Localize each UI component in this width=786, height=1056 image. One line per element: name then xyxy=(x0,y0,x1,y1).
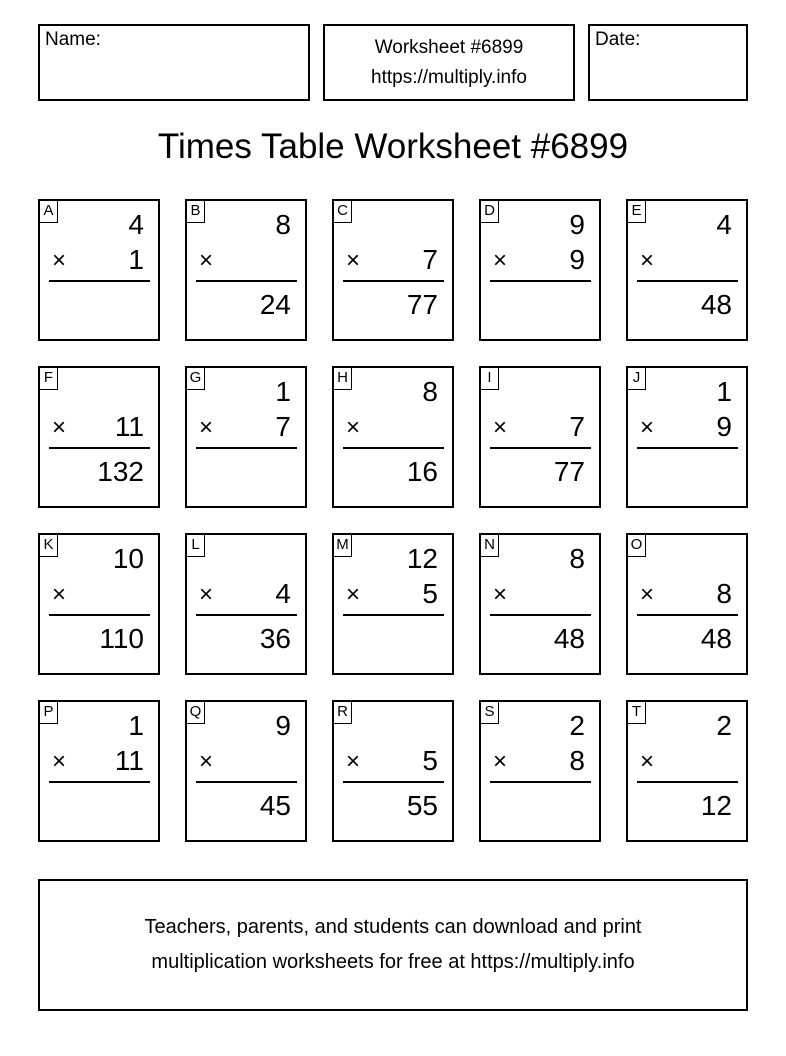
problem-letter: E xyxy=(628,201,646,223)
problem-card-j xyxy=(626,366,748,508)
first-factor: 1 xyxy=(275,376,291,407)
problem-card-h xyxy=(332,366,454,508)
problem-card-b xyxy=(185,199,307,341)
times-sign: × xyxy=(346,581,361,608)
problem-card-l xyxy=(185,533,307,675)
product: 45 xyxy=(259,790,291,821)
product: 132 xyxy=(97,456,144,487)
second-factor: 8 xyxy=(716,578,732,609)
footer-text-line-2: multiplication worksheets for free at https://multiply.info xyxy=(151,951,635,973)
answer-line xyxy=(490,614,591,616)
answer-line xyxy=(343,280,444,282)
problem-card-d xyxy=(479,199,601,341)
product: 55 xyxy=(406,790,438,821)
answer-line xyxy=(637,614,738,616)
product: 110 xyxy=(99,623,144,654)
answer-line xyxy=(49,280,150,282)
first-factor: 8 xyxy=(275,209,291,240)
problem-card-k xyxy=(38,533,160,675)
first-factor: 9 xyxy=(275,710,291,741)
times-sign: × xyxy=(52,414,67,441)
problem-card-s xyxy=(479,700,601,842)
answer-line xyxy=(196,781,297,783)
page-title: Times Table Worksheet #6899 xyxy=(157,127,629,166)
answer-line xyxy=(343,614,444,616)
product: 48 xyxy=(553,623,585,654)
problem-letter: R xyxy=(334,702,352,724)
answer-line xyxy=(49,781,150,783)
problem-card-e xyxy=(626,199,748,341)
answer-line xyxy=(343,781,444,783)
product: 77 xyxy=(406,289,438,320)
problem-letter: M xyxy=(334,535,352,557)
answer-line xyxy=(490,447,591,449)
answer-line xyxy=(49,614,150,616)
second-factor: 9 xyxy=(569,244,585,275)
answer-line xyxy=(637,280,738,282)
times-sign: × xyxy=(199,247,214,274)
times-sign: × xyxy=(493,748,508,775)
second-factor: 11 xyxy=(114,745,144,776)
problem-letter: B xyxy=(187,201,205,223)
problem-letter: T xyxy=(628,702,646,724)
first-factor: 2 xyxy=(716,710,732,741)
second-factor: 9 xyxy=(716,411,732,442)
problem-letter: A xyxy=(40,201,58,223)
date-field[interactable] xyxy=(588,24,748,101)
product: 36 xyxy=(259,623,291,654)
first-factor: 1 xyxy=(128,710,144,741)
second-factor: 7 xyxy=(569,411,585,442)
problem-letter: F xyxy=(40,368,58,390)
product: 12 xyxy=(700,790,732,821)
first-factor: 1 xyxy=(716,376,732,407)
problem-letter: C xyxy=(334,201,352,223)
problem-letter: J xyxy=(628,368,646,390)
problem-card-q xyxy=(185,700,307,842)
times-sign: × xyxy=(493,247,508,274)
answer-line xyxy=(490,280,591,282)
first-factor: 9 xyxy=(569,209,585,240)
second-factor: 1 xyxy=(128,244,144,275)
times-sign: × xyxy=(52,748,67,775)
problem-letter: Q xyxy=(187,702,205,724)
second-factor: 8 xyxy=(569,745,585,776)
problem-card-c xyxy=(332,199,454,341)
times-sign: × xyxy=(493,414,508,441)
second-factor: 5 xyxy=(422,578,438,609)
problem-card-f xyxy=(38,366,160,508)
problem-letter: D xyxy=(481,201,499,223)
worksheet-url: https://multiply.info xyxy=(371,67,527,88)
times-sign: × xyxy=(346,748,361,775)
first-factor: 2 xyxy=(569,710,585,741)
problem-card-o xyxy=(626,533,748,675)
times-sign: × xyxy=(199,581,214,608)
times-sign: × xyxy=(199,414,214,441)
problem-card-a xyxy=(38,199,160,341)
first-factor: 4 xyxy=(128,209,144,240)
second-factor: 5 xyxy=(422,745,438,776)
first-factor: 12 xyxy=(406,543,438,574)
problem-card-m xyxy=(332,533,454,675)
product: 48 xyxy=(700,623,732,654)
problem-card-t xyxy=(626,700,748,842)
name-label: Name: xyxy=(45,29,101,50)
problem-letter: N xyxy=(481,535,499,557)
second-factor: 4 xyxy=(275,578,291,609)
product: 77 xyxy=(553,456,585,487)
times-sign: × xyxy=(493,581,508,608)
times-sign: × xyxy=(640,581,655,608)
first-factor: 8 xyxy=(422,376,438,407)
problem-letter: P xyxy=(40,702,58,724)
answer-line xyxy=(490,781,591,783)
times-sign: × xyxy=(52,581,67,608)
problem-letter: S xyxy=(481,702,499,724)
problem-letter: H xyxy=(334,368,352,390)
times-sign: × xyxy=(52,247,67,274)
problem-letter: K xyxy=(40,535,58,557)
worksheet-id-box xyxy=(323,24,575,101)
answer-line xyxy=(196,614,297,616)
product: 48 xyxy=(700,289,732,320)
answer-line xyxy=(49,447,150,449)
worksheet-number: Worksheet #6899 xyxy=(374,37,524,58)
problem-card-n xyxy=(479,533,601,675)
date-label: Date: xyxy=(595,29,641,50)
problem-letter: G xyxy=(187,368,205,390)
problem-letter: I xyxy=(481,368,499,390)
second-factor: 7 xyxy=(422,244,438,275)
second-factor: 11 xyxy=(114,411,144,442)
problem-card-g xyxy=(185,366,307,508)
problem-card-r xyxy=(332,700,454,842)
footer-box xyxy=(38,879,748,1011)
problem-letter: L xyxy=(187,535,205,557)
first-factor: 10 xyxy=(112,543,144,574)
times-sign: × xyxy=(199,748,214,775)
answer-line xyxy=(196,280,297,282)
times-sign: × xyxy=(640,247,655,274)
second-factor: 7 xyxy=(275,411,291,442)
answer-line xyxy=(637,781,738,783)
name-field[interactable] xyxy=(38,24,310,101)
problem-card-i xyxy=(479,366,601,508)
product: 24 xyxy=(259,289,291,320)
answer-line xyxy=(343,447,444,449)
times-sign: × xyxy=(346,247,361,274)
problem-card-p xyxy=(38,700,160,842)
times-sign: × xyxy=(640,414,655,441)
product: 16 xyxy=(406,456,438,487)
answer-line xyxy=(637,447,738,449)
answer-line xyxy=(196,447,297,449)
problem-letter: O xyxy=(628,535,646,557)
first-factor: 8 xyxy=(569,543,585,574)
times-sign: × xyxy=(640,748,655,775)
first-factor: 4 xyxy=(716,209,732,240)
times-sign: × xyxy=(346,414,361,441)
footer-text-line-1: Teachers, parents, and students can download and print xyxy=(144,916,642,938)
